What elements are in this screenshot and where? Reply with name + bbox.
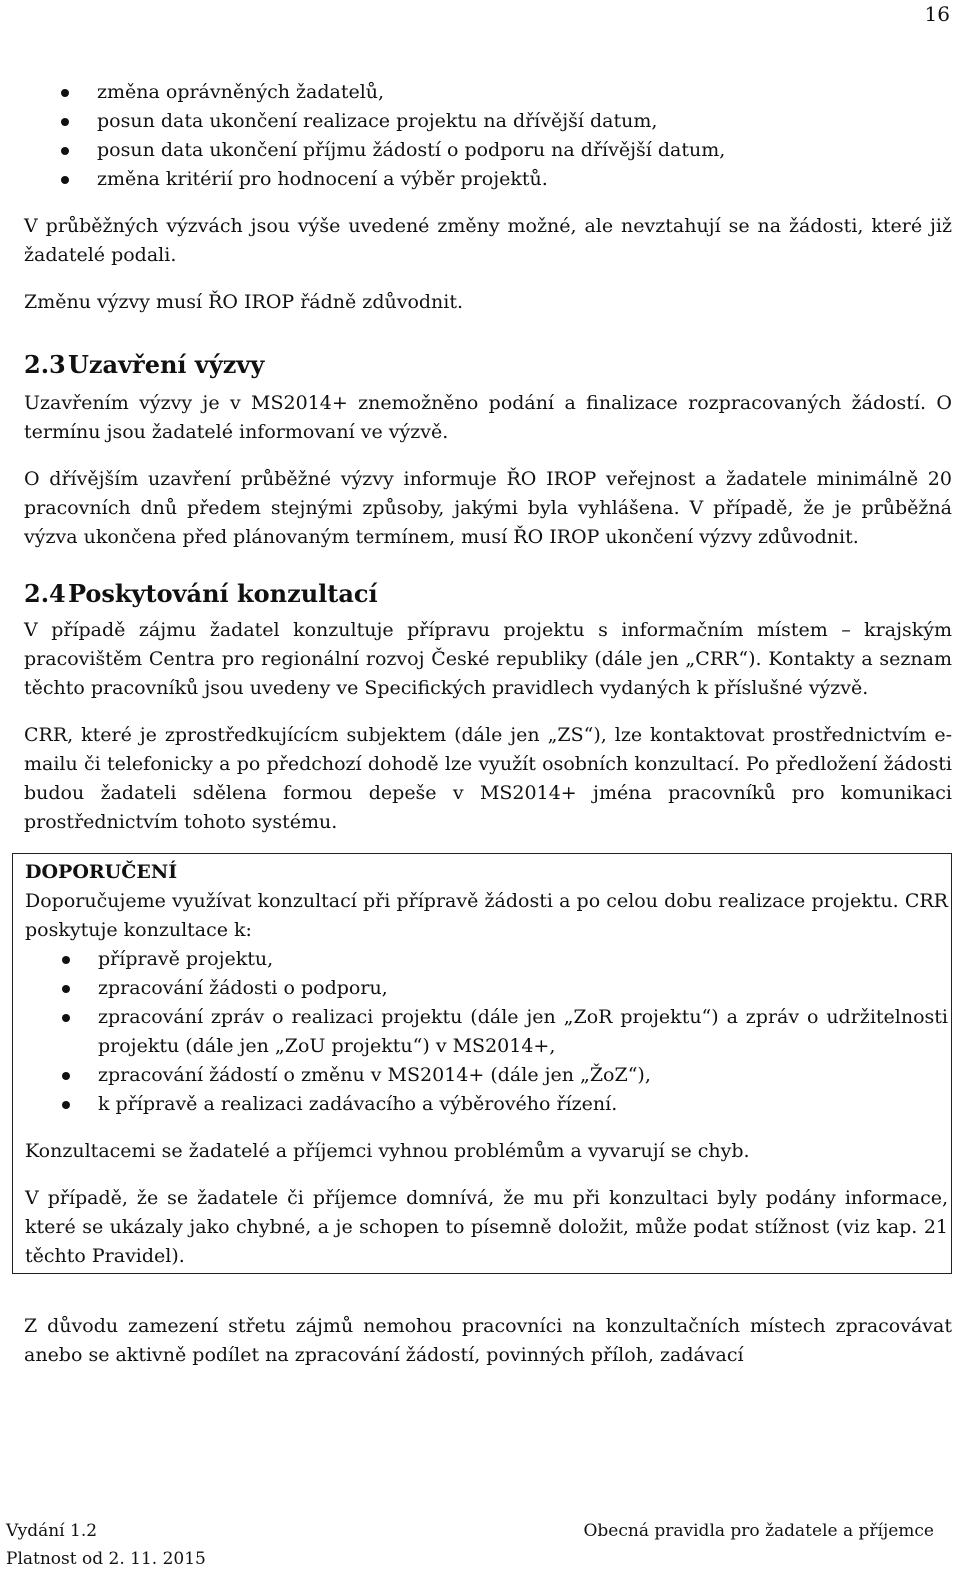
section-heading-2-3 bbox=[24, 349, 952, 381]
paragraph-conflict-of-interest: Z důvodu zamezení střetu zájmů nemohou pracovníci na konzultačních místech zpracovávat anebo se aktivně podílet na zpracování žádostí, povinných příloh, zadávací bbox=[24, 1315, 952, 1366]
footer-doc-title: Obecná pravidla pro žadatele a příjemce bbox=[583, 1521, 934, 1541]
paragraph-closing-2: O dřívějším uzavření průběžné výzvy informuje ŘO IROP veřejnost a žadatele minimálně 20 pracovních dnů předem stejnými způsoby, jakými byla vyhlášena. V případě, že je průběžná výzva ukončena před plánovaným termínem, musí ŘO IROP ukončení výzvy zdůvodnit. bbox=[24, 468, 952, 548]
page-number: 16 bbox=[924, 2, 950, 26]
list-item: přípravě projektu, bbox=[25, 945, 948, 974]
footer-version: Vydání 1.2 bbox=[6, 1521, 98, 1541]
list-item: posun data ukončení realizace projektu na dřívější datum, bbox=[24, 107, 952, 136]
list-item: zpracování žádostí o změnu v MS2014+ (dále jen „ŽoZ“), bbox=[25, 1061, 948, 1090]
recommendation-intro: Doporučujeme využívat konzultací při přípravě žádosti a po celou dobu realizace projektu. CRR poskytuje konzultace k: bbox=[25, 890, 948, 941]
footer-left bbox=[6, 1517, 206, 1573]
list-item: k přípravě a realizaci zadávacího a výběrového řízení. bbox=[25, 1090, 948, 1119]
paragraph-consultation-2: CRR, které je zprostředkujícícm subjektem (dále jen „ZS“), lze kontaktovat prostřednictvím e-mailu či telefonicky a po předchozí dohodě lze využít osobních konzultací. Po předložení žádosti budou žadateli sdělena formou depeše v MS2014+ jména pracovníků pro komunikaci prostřednictvím tohoto systému. bbox=[24, 724, 952, 833]
section-number: 2.3 bbox=[24, 350, 66, 379]
recommendation-list bbox=[25, 945, 948, 1119]
recommendation-box bbox=[12, 853, 952, 1274]
paragraph-running-calls: V průběžných výzvách jsou výše uvedené změny možné, ale nevztahují se na žádosti, které již žadatelé podali. bbox=[24, 215, 952, 266]
list-item: změna oprávněných žadatelů, bbox=[24, 78, 952, 107]
footer-valid-from: Platnost od 2. 11. 2015 bbox=[6, 1549, 206, 1569]
list-item: zpracování zpráv o realizaci projektu (dále jen „ZoR projektu“) a zpráv o udržitelnosti projektu (dále jen „ZoU projektu“) v MS2014+, bbox=[25, 1003, 948, 1061]
document-body bbox=[24, 78, 952, 1370]
paragraph-consultation-1: V případě zájmu žadatel konzultuje přípravu projektu s informačním místem – krajským pracovištěm Centra pro regionální rozvoj České republiky (dále jen „CRR“). Kontakty a seznam těchto pracovníků jsou uvedeny ve Specifických pravidlech vydaných k příslušné výzvě. bbox=[24, 619, 952, 699]
recommendation-title: DOPORUČENÍ bbox=[25, 861, 178, 883]
change-list bbox=[24, 78, 952, 194]
paragraph-change-reason: Změnu výzvy musí ŘO IROP řádně zdůvodnit. bbox=[24, 291, 464, 313]
paragraph-closing-1: Uzavřením výzvy je v MS2014+ znemožněno podání a finalizace rozpracovaných žádostí. O termínu jsou žadatelé informovaní ve výzvě. bbox=[24, 392, 952, 443]
paragraph-avoid-mistakes: Konzultacemi se žadatelé a příjemci vyhnou problémům a vyvarují se chyb. bbox=[25, 1140, 750, 1162]
list-item: zpracování žádosti o podporu, bbox=[25, 974, 948, 1003]
section-title: Uzavření výzvy bbox=[68, 350, 265, 379]
list-item: změna kritérií pro hodnocení a výběr projektů. bbox=[24, 165, 952, 194]
section-title: Poskytování konzultací bbox=[68, 579, 378, 608]
paragraph-complaint: V případě, že se žadatele či příjemce domnívá, že mu při konzultaci byly podány informace, které se ukázaly jako chybné, a je schopen to písemně doložit, může podat stížnost (viz kap. 21 těchto Pravidel). bbox=[25, 1187, 948, 1267]
list-item: posun data ukončení příjmu žádostí o podporu na dřívější datum, bbox=[24, 136, 952, 165]
section-heading-2-4 bbox=[24, 578, 952, 610]
section-number: 2.4 bbox=[24, 579, 66, 608]
